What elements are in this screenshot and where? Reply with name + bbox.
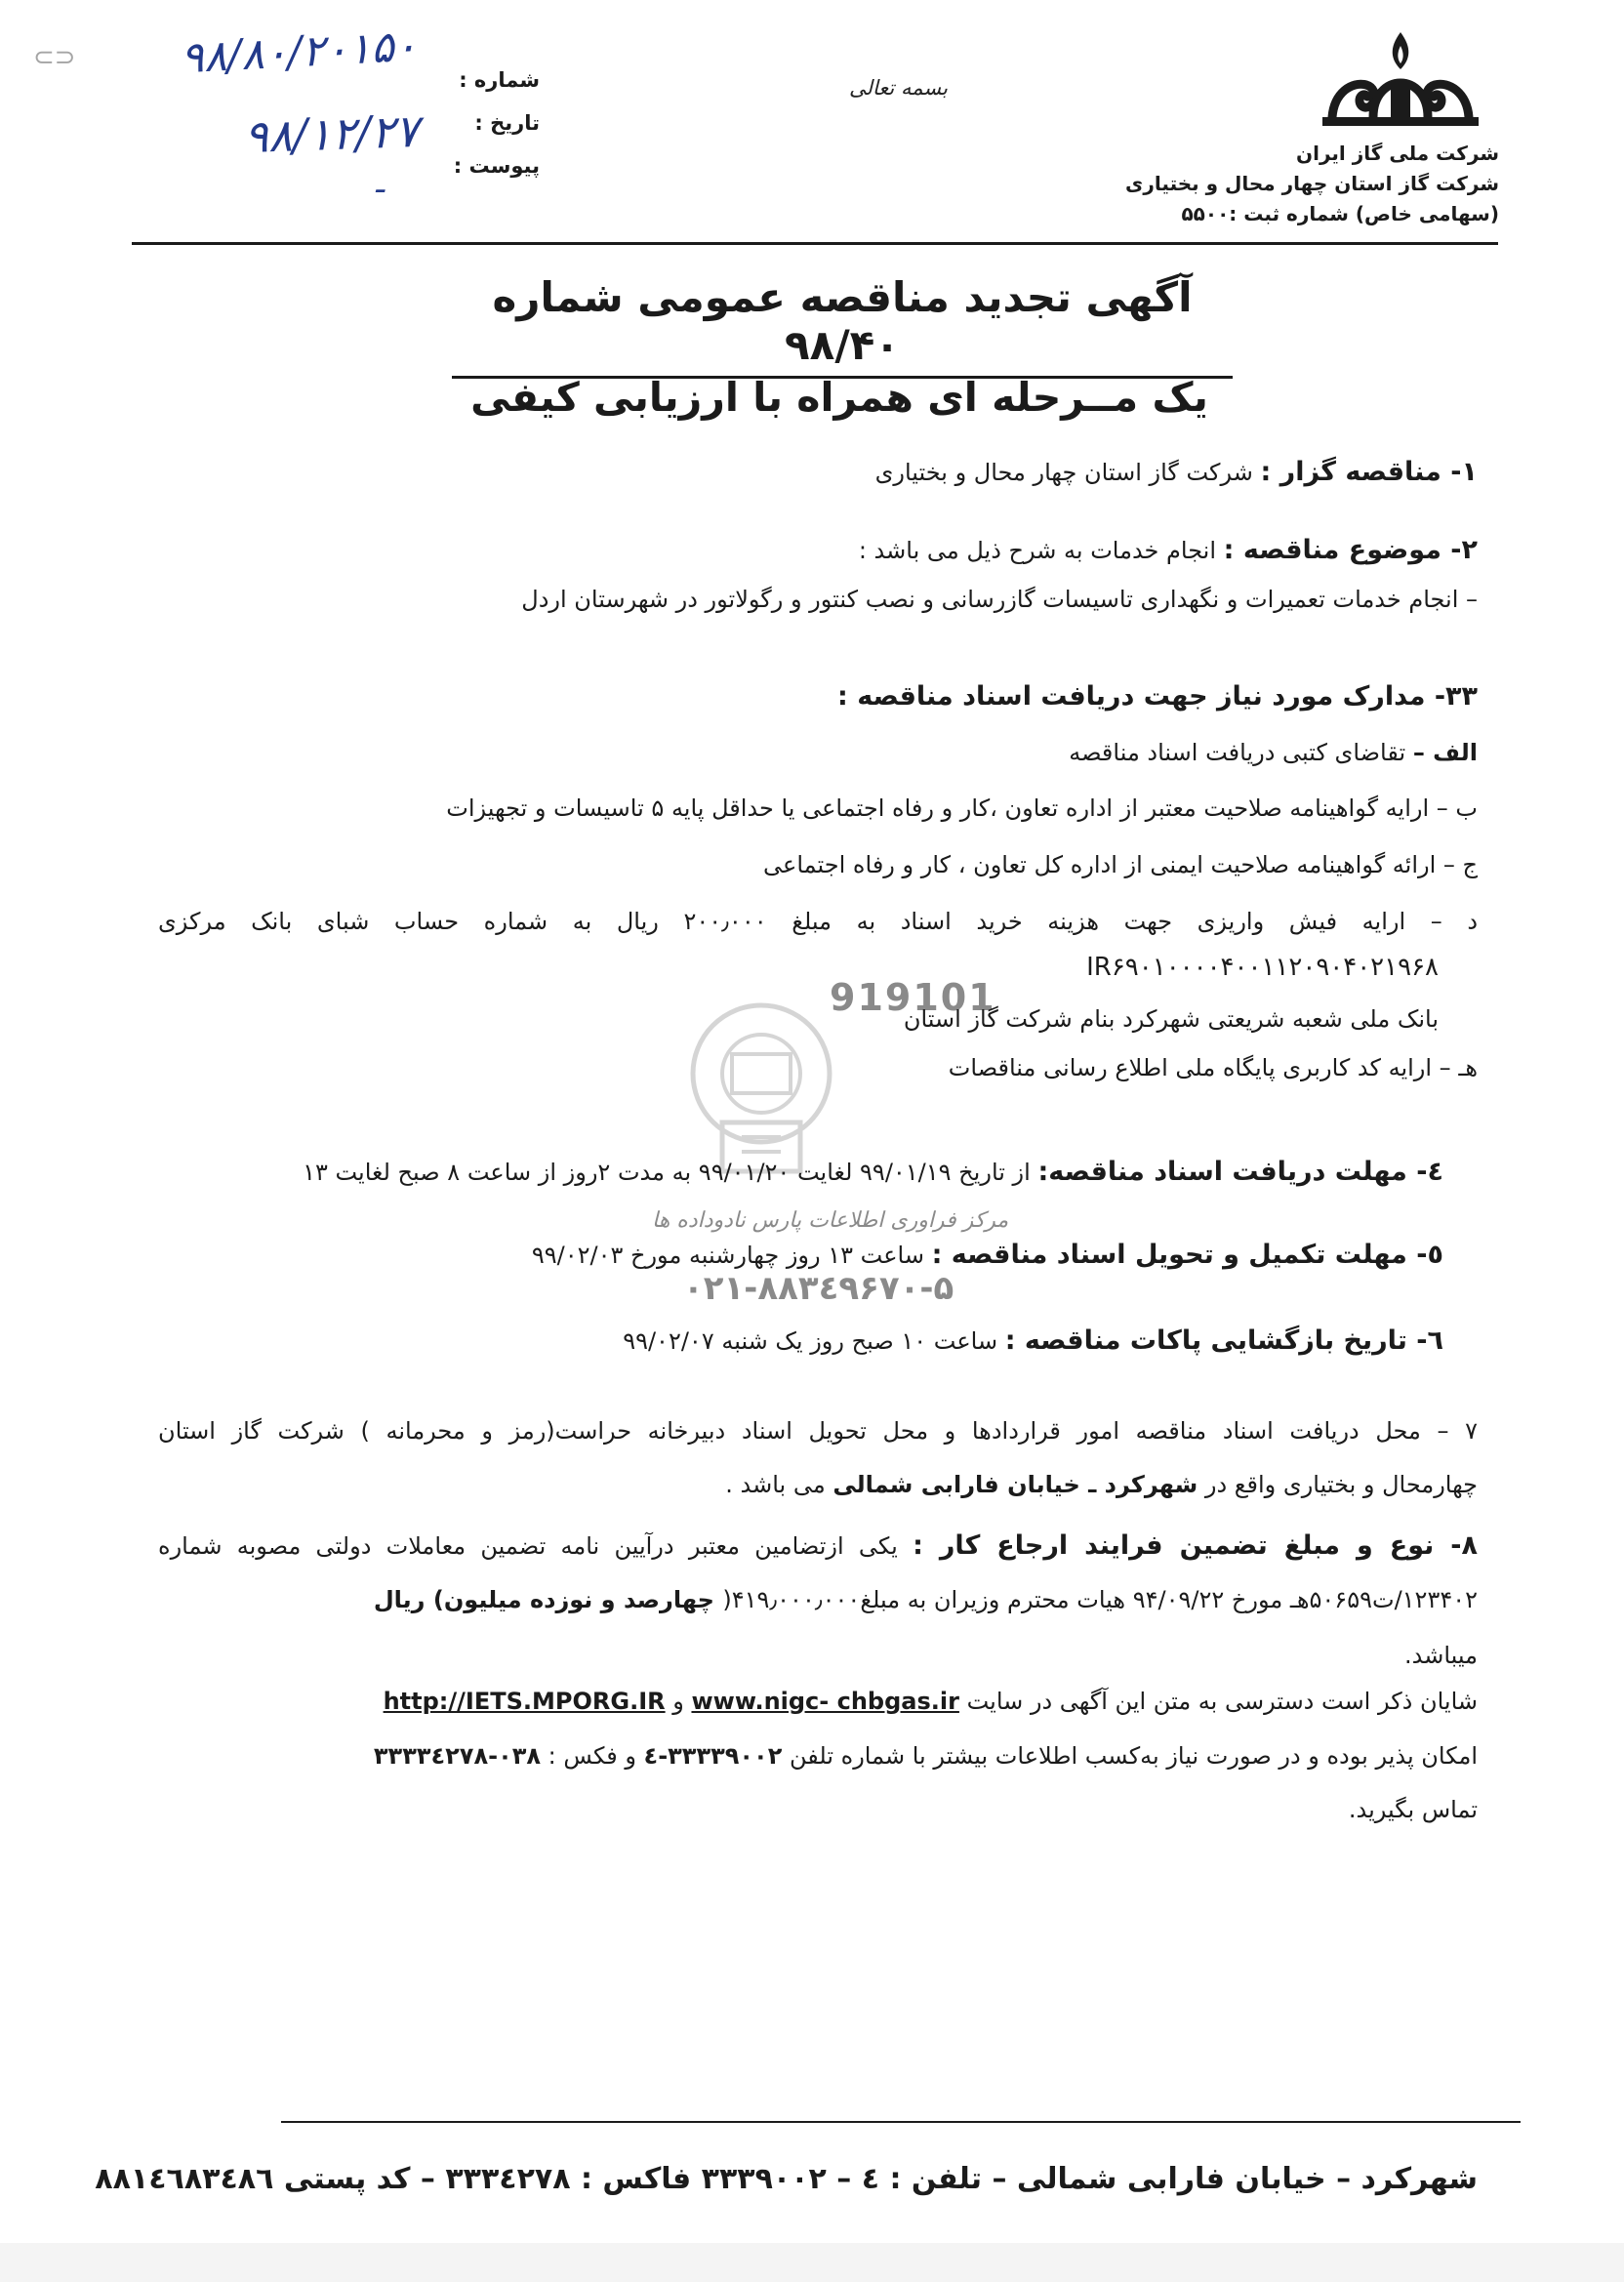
notice-subtitle: یک مــرحله ای همراه با ارزیابی کیفی <box>470 374 1208 421</box>
section-8-amount-words: چهارصد و نوزده میلیون) ریال <box>373 1586 723 1613</box>
footer-address: شهرکرد – خیابان فارابی شمالی – تلفن : ٤ – ۳۳۳۹۰۰۲ فاکس : ۳۳۳٤۲۷۸ – کد پستی ۸۸۱٤٦۸۳٤۸٦ <box>95 2162 1478 2196</box>
section-7-line-2 <box>725 1469 1478 1500</box>
section-4-text: از تاریخ ۹۹/۰۱/۱۹ لغایت ۹۹/۰۱/۲۰ به مدت ۲روز از ساعت ۸ صبح لغایت ۱۳ <box>303 1159 1031 1186</box>
notice-line-1-pre: شایان ذکر است دسترسی به متن این آگهی در سایت <box>958 1688 1478 1715</box>
section-5 <box>532 1240 1443 1271</box>
section-3-a-text: تقاضای کتبی دریافت اسناد مناقصه <box>1069 739 1406 766</box>
section-1-label: ۱- مناقصه گزار : <box>1260 457 1478 487</box>
section-1 <box>875 457 1478 488</box>
stamp-phone: ۰۲۱-۸۸۳٤۹۶۷۰-۵ <box>683 1269 954 1308</box>
section-7-line-2-pre: چهارمحال و بختیاری واقع در <box>1198 1471 1478 1498</box>
website-link-iets[interactable]: http://IETS.MPORG.IR <box>383 1688 666 1715</box>
notice-line-2-pre: امکان پذیر بوده و در صورت نیاز به‌کسب اطلاعات بیشتر با شماره تلفن <box>782 1742 1478 1770</box>
company-line-2: شرکت گاز استان چهار محال و بختیاری <box>1125 172 1499 195</box>
notice-line-2-mid: و فکس : <box>541 1742 644 1770</box>
letter-meta <box>425 59 540 187</box>
section-2-text: انجام خدمات به شرح ذیل می باشد : <box>858 537 1217 564</box>
section-6-label: ٦- تاریخ بازگشایی پاکات مناقصه : <box>1004 1325 1443 1356</box>
section-4-label: ٤- مهلت دریافت اسناد مناقصه: <box>1037 1157 1443 1187</box>
scan-corner-mark: ⊂⊃ <box>33 43 76 72</box>
notice-title <box>452 273 1233 369</box>
section-3-a-label: الف – <box>1412 739 1478 766</box>
section-7-line-2-post: می باشد . <box>725 1471 833 1498</box>
notice-fax: ۰۳۸-۳۳۳۳٤۲۷۸ <box>373 1742 542 1770</box>
company-block <box>1050 139 1499 229</box>
section-6-text: ساعت ۱۰ صبح روز یک شنبه ۹۹/۰۲/۰۷ <box>623 1327 998 1355</box>
section-8-label: ۸- نوع و مبلغ تضمین فرایند ارجاع کار : <box>913 1530 1479 1561</box>
section-3-item-c: ج – ارائه گواهینامه صلاحیت ایمنی از اداره کل تعاون ، کار و رفاه اجتماعی <box>763 851 1478 878</box>
section-2 <box>859 535 1478 566</box>
section-1-text: شرکت گاز استان چهار محال و بختیاری <box>874 459 1253 486</box>
section-7-line-1: ۷ – محل دریافت اسناد مناقصه امور قراردادها و محل تحویل اسناد دبیرخانه حراست(رمز و محرمانه ) شرکت گاز استان <box>158 1417 1478 1445</box>
section-3-item-b: ب – ارایه گواهینامه صلاحیت معتبر از اداره تعاون ،کار و رفاه اجتماعی یا حداقل پایه ۵ تاسیسات و تجهیزات <box>446 795 1478 822</box>
number-label: شماره : <box>459 68 540 92</box>
section-3-item-a <box>1069 737 1478 768</box>
notice-line-1 <box>384 1686 1478 1717</box>
notice-and: و <box>665 1688 692 1715</box>
stamp-text: مرکز فراوری اطلاعات پارس نادوداده ها <box>652 1208 1009 1233</box>
stamp-number: 919101 <box>830 976 996 1019</box>
section-8-line-2 <box>374 1584 1478 1615</box>
section-8-text: یکی ازتضامین معتبر درآیین نامه تضمین معاملات دولتی مصوبه شماره <box>158 1532 898 1560</box>
handwritten-number: ۹۸/۸۰/۲۰۱۵۰ <box>179 20 419 84</box>
website-link-nigc[interactable]: www.nigc- chbgas.ir <box>691 1688 959 1715</box>
section-8-line-3: میباشد. <box>1404 1642 1478 1669</box>
section-3-iban: IR۶۹۰۱۰۰۰۰۴۰۰۱۱۲۰۹۰۴۰۲۱۹۶۸ <box>1086 953 1439 982</box>
section-3-heading: ۳۳- مدارک مورد نیاز جهت دریافت اسناد مناقصه : <box>837 681 1478 712</box>
footer-rule <box>281 2121 1521 2123</box>
section-3-bank: بانک ملی شعبه شریعتی شهرکرد بنام شرکت گاز استان <box>903 1005 1439 1033</box>
section-4 <box>303 1157 1443 1188</box>
section-2-label: ۲- موضوع مناقصه : <box>1223 535 1478 565</box>
section-8-line-1 <box>158 1530 1478 1562</box>
notice-line-2 <box>374 1740 1478 1772</box>
handwritten-date: ۹۸/۱۲/۲۷ <box>243 103 421 164</box>
notice-title-text: آگهی تجدید مناقصه عمومی شماره ۹۸/۴۰ <box>492 273 1193 369</box>
section-5-label: ٥- مهلت تکمیل و تحویل اسناد مناقصه : <box>931 1240 1443 1270</box>
company-line-3: (سهامی خاص) شماره ثبت :۵۵۰۰ <box>1181 202 1499 225</box>
section-7-address: شهرکرد ـ خیابان فارابی شمالی <box>832 1471 1198 1498</box>
section-3-item-d: د – ارایه فیش واریزی جهت هزینه خرید اسناد به مبلغ ۲۰۰٫۰۰۰ ریال به شماره حساب شبای بانک مرکزی <box>158 908 1479 935</box>
section-5-text: ساعت ۱۳ روز چهارشنبه مورخ ۹۹/۰۲/۰۳ <box>531 1242 924 1269</box>
notice-line-3: تماس بگیرید. <box>1348 1796 1478 1823</box>
scan-bottom-edge <box>0 2243 1624 2282</box>
section-8-line-2-pre: ۱۲۳۴۰۲/ت۵۰۶۵۹هـ مورخ ۹۴/۰۹/۲۲ هیات محترم وزیران به مبلغ۴۱۹٫۰۰۰٫۰۰۰( <box>722 1586 1478 1613</box>
handwritten-attachment: ـ <box>376 166 385 200</box>
company-line-1: شرکت ملی گاز ایران <box>1296 142 1499 165</box>
header-rule <box>132 242 1498 245</box>
section-2-item: – انجام خدمات تعمیرات و نگهداری تاسیسات گازرسانی و نصب کنتور و رگولاتور در شهرستان اردل <box>521 586 1478 613</box>
date-label: تاریخ : <box>474 111 540 135</box>
invocation: بسمه تعالی <box>849 76 948 100</box>
nigc-logo <box>1313 24 1488 132</box>
notice-phone: ۳۳۳۳۹۰۰۲-٤ <box>643 1742 783 1770</box>
section-3-item-e: هـ – ارایه کد کاربری پایگاه ملی اطلاع رسانی مناقصات <box>948 1054 1478 1081</box>
section-6 <box>623 1325 1443 1357</box>
attachment-label: پیوست : <box>453 154 540 178</box>
